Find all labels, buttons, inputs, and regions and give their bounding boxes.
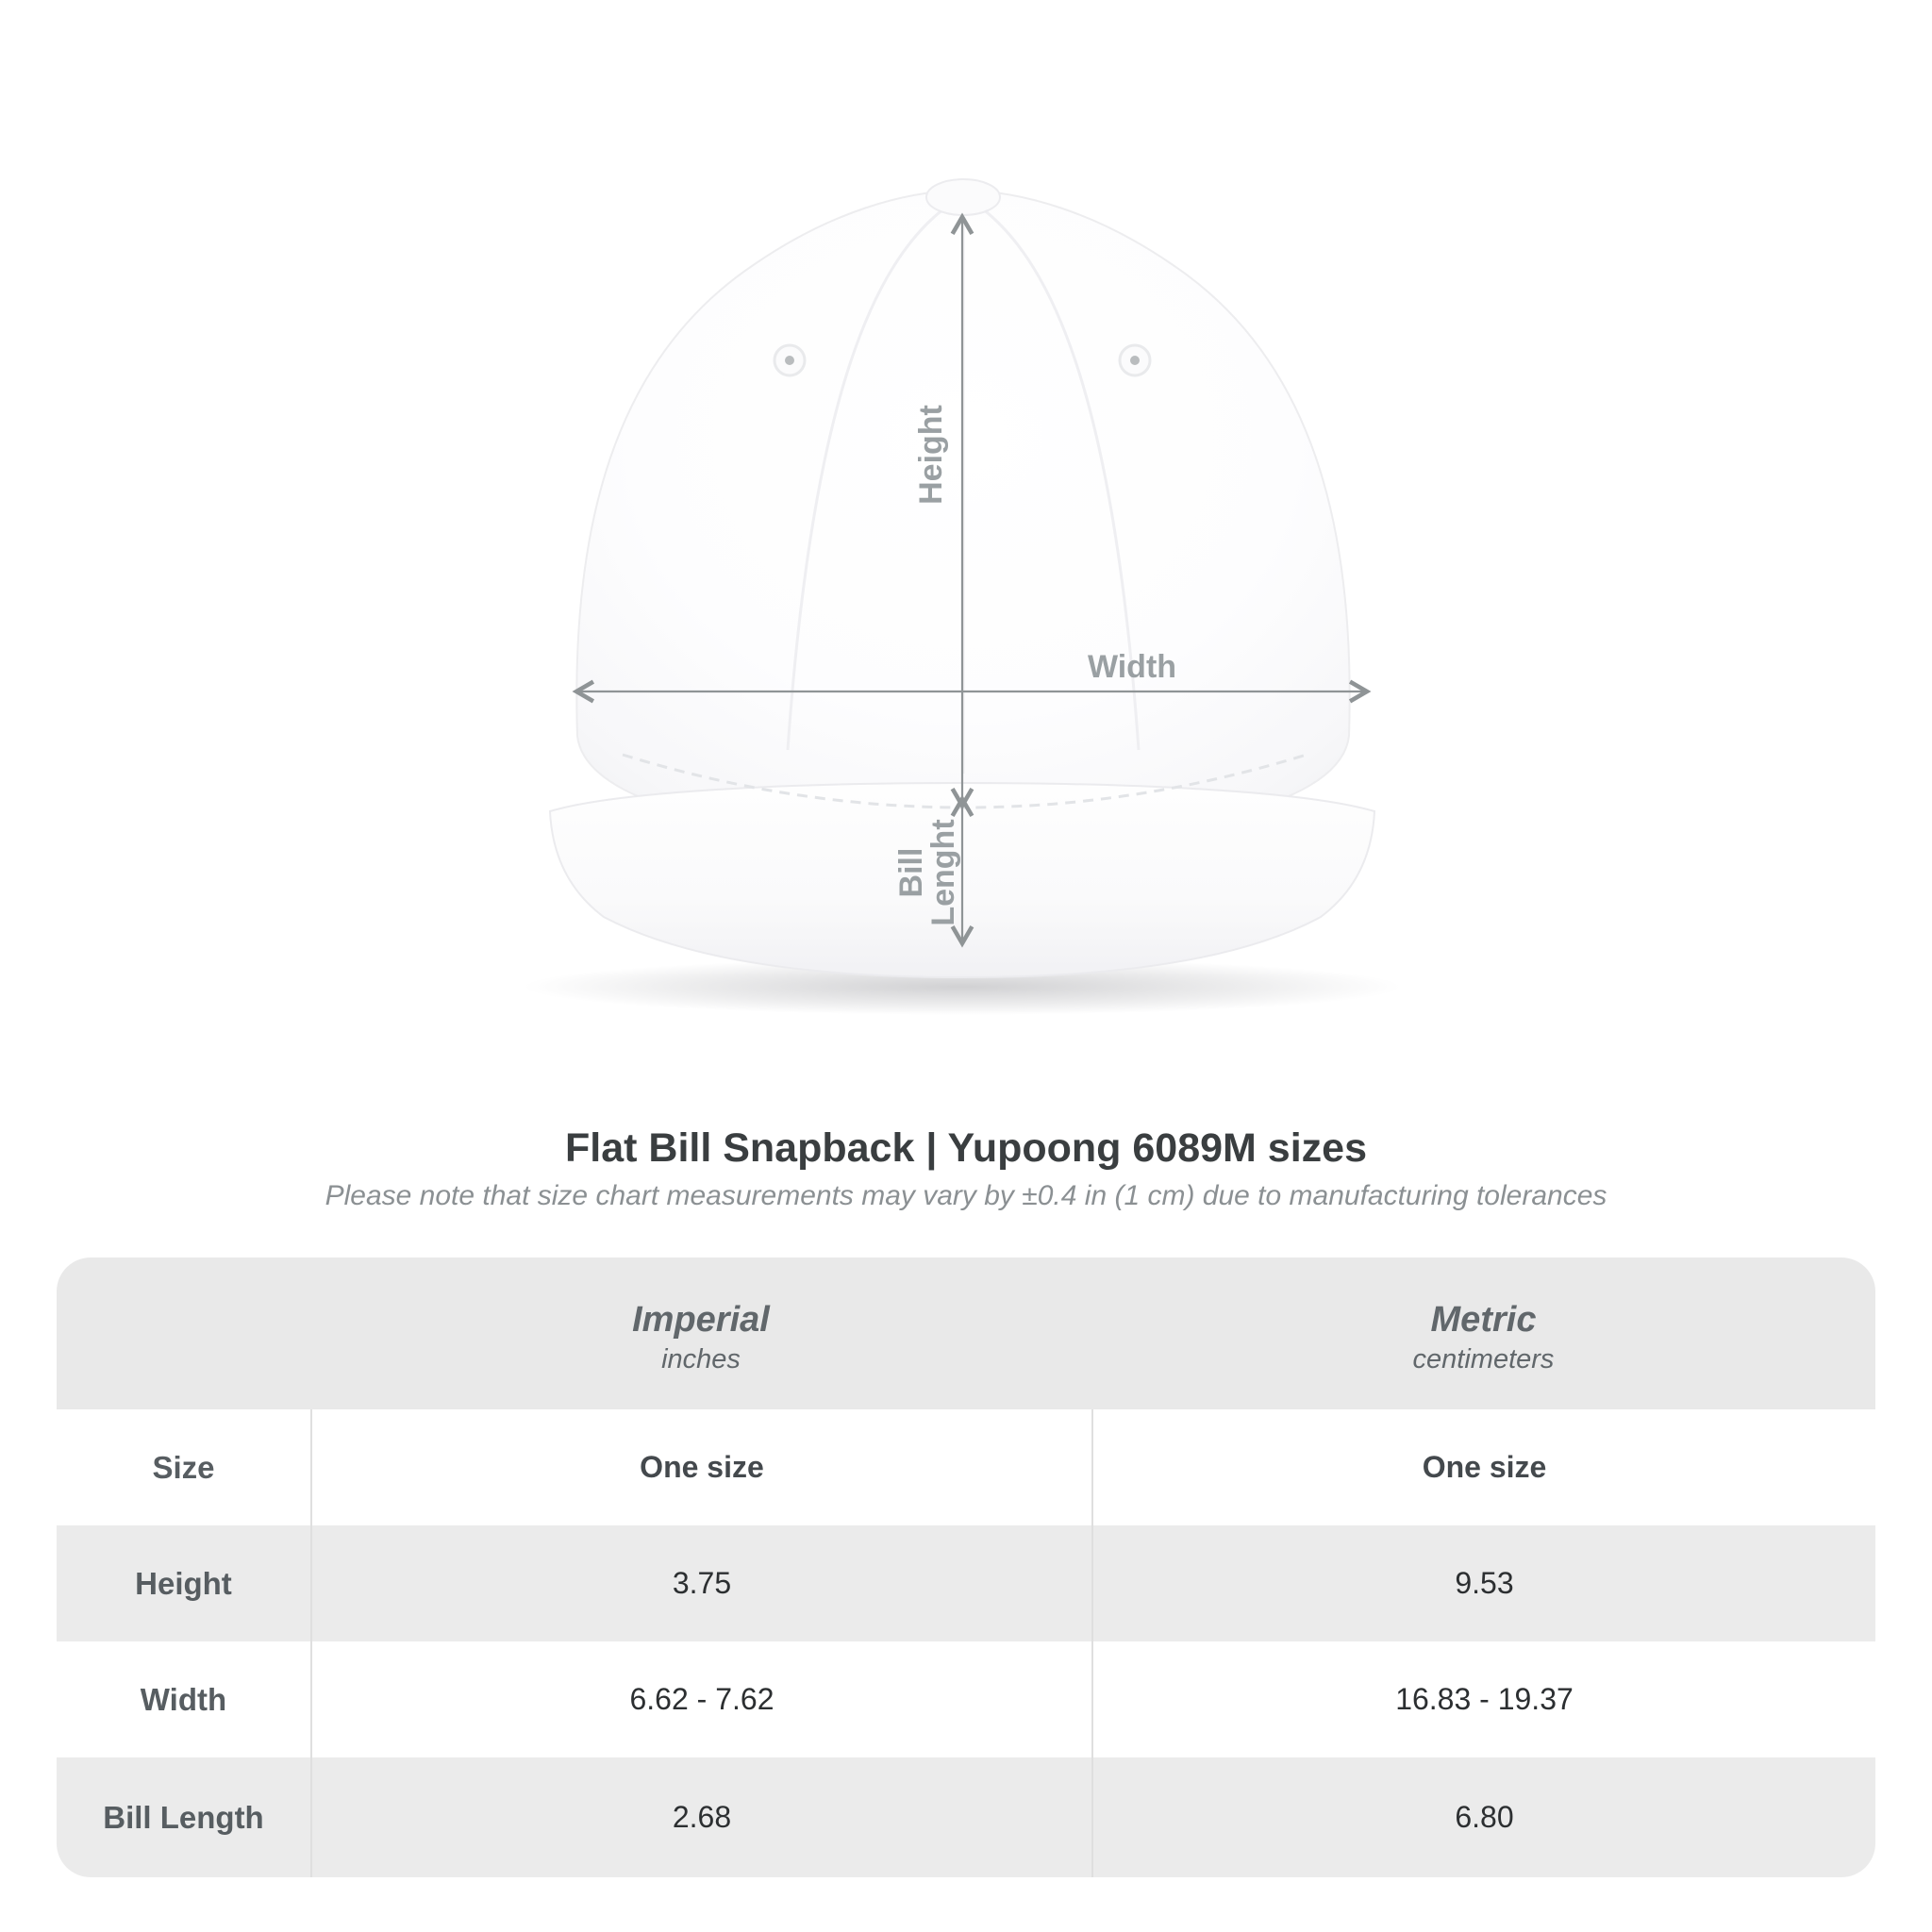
imperial-value: 2.68 — [310, 1757, 1091, 1877]
metric-value: 6.80 — [1091, 1757, 1875, 1877]
imperial-column-title: Imperial — [632, 1299, 770, 1340]
bill-length-measure-label-line2: Lenght — [925, 819, 961, 926]
metric-value: 16.83 - 19.37 — [1091, 1641, 1875, 1757]
imperial-value: One size — [310, 1409, 1091, 1525]
eyelet-left — [774, 345, 805, 375]
metric-column-title: Metric — [1430, 1299, 1537, 1340]
row-label: Bill Length — [103, 1799, 264, 1835]
row-label: Size — [152, 1449, 215, 1485]
eyelet-right — [1120, 345, 1150, 375]
table-row-width — [57, 1641, 1875, 1757]
imperial-value: 3.75 — [310, 1525, 1091, 1641]
height-measure-label: Height — [913, 405, 949, 505]
metric-value: One size — [1091, 1409, 1875, 1525]
imperial-column-header — [310, 1257, 1091, 1409]
hat-diagram — [472, 132, 1472, 1038]
bill-length-measure-label-line1: Bill — [893, 847, 929, 898]
metric-value: 9.53 — [1091, 1525, 1875, 1641]
table-row-height — [57, 1525, 1875, 1641]
table-row-size — [57, 1409, 1875, 1525]
metric-column-header — [1091, 1257, 1875, 1409]
metric-column-unit: centimeters — [1412, 1344, 1555, 1375]
tolerance-note: Please note that size chart measurements may vary by ±0.4 in (1 cm) due to manufacturing tolerances — [325, 1180, 1607, 1211]
row-label: Width — [140, 1681, 227, 1717]
size-table — [57, 1257, 1875, 1877]
row-label: Height — [135, 1565, 232, 1601]
heading-block — [0, 1125, 1932, 1211]
imperial-value: 6.62 - 7.62 — [310, 1641, 1091, 1757]
hat-button — [926, 179, 1000, 215]
size-table-header — [57, 1257, 1875, 1409]
header-spacer — [57, 1257, 310, 1409]
width-measure-label: Width — [1087, 649, 1177, 685]
size-table-body — [57, 1409, 1875, 1877]
table-row-bill-length — [57, 1757, 1875, 1877]
imperial-column-unit: inches — [661, 1344, 741, 1375]
page-title: Flat Bill Snapback | Yupoong 6089M sizes — [565, 1125, 1367, 1171]
